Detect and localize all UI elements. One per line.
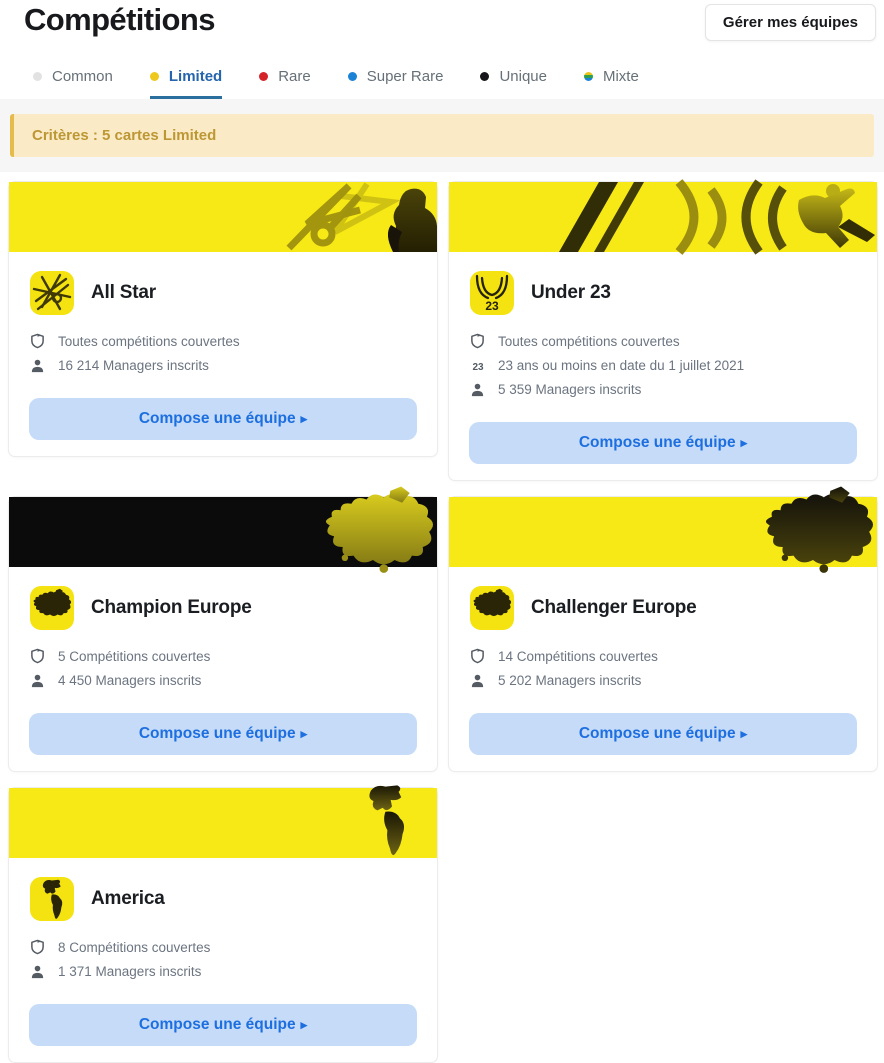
arrow-right-icon: ▸ xyxy=(300,1017,308,1032)
compose-team-button[interactable]: Compose une équipe ▸ xyxy=(29,1004,417,1046)
europe-badge-icon xyxy=(469,585,515,631)
competition-card-america[interactable] xyxy=(8,787,438,1063)
detail-row xyxy=(469,648,857,664)
age-23-icon xyxy=(469,359,486,373)
detail-text: 16 214 Managers inscrits xyxy=(58,358,209,373)
competition-details xyxy=(29,648,417,688)
manage-teams-button[interactable]: Gérer mes équipes xyxy=(705,4,876,41)
svg-text:23: 23 xyxy=(485,299,499,313)
detail-row xyxy=(29,358,417,373)
svg-text:23: 23 xyxy=(471,361,484,373)
detail-text: Toutes compétitions couvertes xyxy=(58,333,240,349)
criteria-band xyxy=(0,99,884,172)
under-23-badge-icon xyxy=(469,270,515,316)
detail-row xyxy=(29,939,417,955)
competition-card-champion-europe[interactable] xyxy=(8,496,438,772)
tab-mixte[interactable] xyxy=(584,68,639,99)
all-star-badge-icon xyxy=(29,270,75,316)
competition-title: Challenger Europe xyxy=(531,597,697,618)
detail-row xyxy=(469,382,857,397)
detail-text: 5 Compétitions couvertes xyxy=(58,648,211,664)
competition-card-under-23[interactable] xyxy=(448,181,878,481)
person-icon xyxy=(469,673,486,688)
competition-details xyxy=(29,333,417,373)
compose-team-button[interactable]: Compose une équipe ▸ xyxy=(29,713,417,755)
competition-title: All Star xyxy=(91,282,156,303)
competition-card-all-star[interactable] xyxy=(8,181,438,457)
shield-icon xyxy=(469,333,486,349)
champion-europe-banner-art xyxy=(9,497,437,567)
rarity-dot-icon xyxy=(584,72,593,81)
detail-text: 4 450 Managers inscrits xyxy=(58,673,202,688)
competition-details xyxy=(469,648,857,688)
person-icon xyxy=(469,382,486,397)
competition-title: Under 23 xyxy=(531,282,611,303)
detail-row xyxy=(469,333,857,349)
rarity-dot-icon xyxy=(150,72,159,81)
america-badge-icon xyxy=(29,876,75,922)
competition-details xyxy=(29,939,417,979)
rarity-tabs xyxy=(0,41,884,99)
competition-card-challenger-europe[interactable] xyxy=(448,496,878,772)
competition-title: America xyxy=(91,888,165,909)
tab-unique[interactable] xyxy=(480,68,547,99)
shield-icon xyxy=(29,648,46,664)
detail-text: 1 371 Managers inscrits xyxy=(58,964,202,979)
arrow-right-icon: ▸ xyxy=(300,726,308,741)
tab-rare[interactable] xyxy=(259,68,311,99)
detail-text: 5 202 Managers inscrits xyxy=(498,673,642,688)
tab-label: Limited xyxy=(168,68,223,85)
tab-label: Mixte xyxy=(602,68,639,85)
detail-row xyxy=(469,673,857,688)
tab-super-rare[interactable] xyxy=(348,68,444,99)
person-icon xyxy=(29,358,46,373)
compose-team-button[interactable]: Compose une équipe ▸ xyxy=(469,422,857,464)
detail-text: Toutes compétitions couvertes xyxy=(498,333,680,349)
person-icon xyxy=(29,673,46,688)
all-star-banner-art xyxy=(9,182,437,252)
tab-label: Super Rare xyxy=(366,68,444,85)
person-icon xyxy=(29,964,46,979)
shield-icon xyxy=(469,648,486,664)
competition-title: Champion Europe xyxy=(91,597,252,618)
compose-team-button[interactable]: Compose une équipe ▸ xyxy=(29,398,417,440)
detail-text: 8 Compétitions couvertes xyxy=(58,939,211,955)
criteria-banner: Critères : 5 cartes Limited xyxy=(10,114,874,157)
arrow-right-icon: ▸ xyxy=(740,726,748,741)
competition-details xyxy=(469,333,857,397)
rarity-dot-icon xyxy=(33,72,42,81)
page-title: Compétitions xyxy=(24,2,215,37)
rarity-dot-icon xyxy=(259,72,268,81)
challenger-europe-banner-art xyxy=(449,497,877,567)
shield-icon xyxy=(29,939,46,955)
arrow-right-icon: ▸ xyxy=(740,435,748,450)
detail-row xyxy=(29,648,417,664)
rarity-dot-icon xyxy=(480,72,489,81)
rarity-dot-icon xyxy=(348,72,357,81)
detail-text: 5 359 Managers inscrits xyxy=(498,382,642,397)
europe-badge-icon xyxy=(29,585,75,631)
compose-team-button[interactable]: Compose une équipe ▸ xyxy=(469,713,857,755)
tab-limited[interactable] xyxy=(150,68,222,99)
detail-row xyxy=(29,333,417,349)
detail-row xyxy=(29,964,417,979)
page-header xyxy=(0,0,884,41)
detail-row xyxy=(469,358,857,373)
detail-text: 23 ans ou moins en date du 1 juillet 2021 xyxy=(498,358,745,373)
america-banner-art xyxy=(9,788,437,858)
tab-label: Common xyxy=(52,68,113,85)
tab-common[interactable] xyxy=(33,68,113,99)
tab-label: Unique xyxy=(499,68,547,85)
arrow-right-icon: ▸ xyxy=(300,411,308,426)
detail-text: 14 Compétitions couvertes xyxy=(498,648,658,664)
shield-icon xyxy=(29,333,46,349)
detail-row xyxy=(29,673,417,688)
tab-label: Rare xyxy=(278,68,311,85)
under-23-banner-art xyxy=(449,182,877,252)
competitions-grid xyxy=(0,172,884,1063)
